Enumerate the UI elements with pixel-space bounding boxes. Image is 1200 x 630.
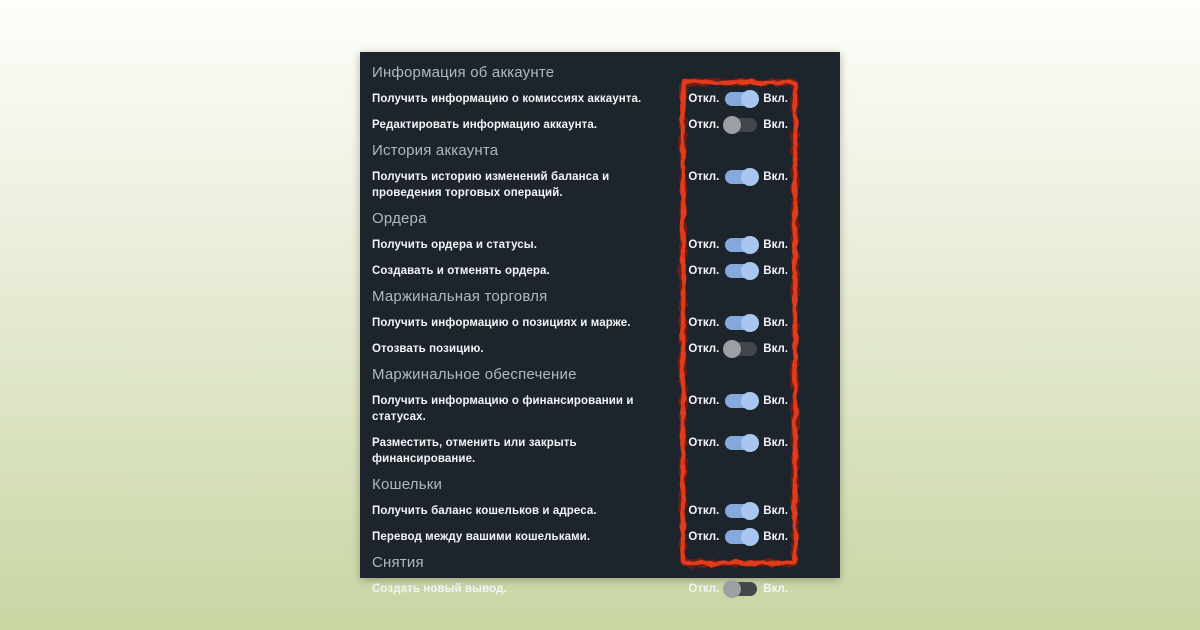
toggle-knob [723,340,741,358]
section-header: Снятия [372,554,424,571]
toggle-off-label: Откл. [688,171,720,183]
permission-section [372,472,840,550]
permission-label: Получить историю изменений баланса и проведения торговых операций. [372,171,610,199]
section-header: Информация об аккаунте [372,64,555,81]
toggle-group [688,581,788,597]
permission-row [372,498,840,524]
permission-label: Получить ордера и статусы. [372,239,537,251]
toggle-group [688,393,788,409]
toggle-switch-off[interactable] [725,582,757,596]
permission-row [372,388,840,430]
toggle-off-label: Откл. [688,395,720,407]
permission-row [372,576,840,602]
toggle-group [688,169,788,185]
toggle-knob [741,502,759,520]
toggle-knob [723,580,741,598]
permission-row [372,310,840,336]
toggle-switch-on[interactable] [725,238,757,252]
toggle-off-label: Откл. [688,437,720,449]
permission-row [372,164,840,206]
toggle-on-label: Вкл. [763,395,788,407]
permission-section [372,284,840,362]
permission-row [372,112,840,138]
permission-section [372,60,840,138]
toggle-on-label: Вкл. [763,437,788,449]
toggle-on-label: Вкл. [763,265,788,277]
permission-label: Получить информацию о финансировании и статусах. [372,395,634,423]
toggle-knob [741,392,759,410]
toggle-group [688,237,788,253]
toggle-knob [723,116,741,134]
toggle-on-label: Вкл. [763,531,788,543]
permission-label: Получить баланс кошельков и адреса. [372,505,597,517]
section-header: Маржинальная торговля [372,288,548,305]
permission-label: Создать новый вывод. [372,583,507,595]
toggle-knob [741,236,759,254]
toggle-off-label: Откл. [688,505,720,517]
toggle-group [688,91,788,107]
toggle-off-label: Откл. [688,531,720,543]
permission-label: Получить информацию о позициях и марже. [372,317,631,329]
permission-label: Редактировать информацию аккаунта. [372,119,598,131]
section-header: Маржинальное обеспечение [372,366,577,383]
toggle-on-label: Вкл. [763,93,788,105]
permission-row [372,336,840,362]
toggle-off-label: Откл. [688,583,720,595]
toggle-group [688,435,788,451]
toggle-knob [741,434,759,452]
toggle-on-label: Вкл. [763,505,788,517]
toggle-off-label: Откл. [688,317,720,329]
toggle-off-label: Откл. [688,265,720,277]
permission-label: Перевод между вашими кошельками. [372,531,591,543]
permission-row [372,524,840,550]
toggle-knob [741,528,759,546]
toggle-switch-on[interactable] [725,530,757,544]
toggle-group [688,529,788,545]
permissions-list [372,60,840,602]
toggle-knob [741,314,759,332]
permission-row [372,86,840,112]
toggle-switch-off[interactable] [725,342,757,356]
toggle-on-label: Вкл. [763,171,788,183]
permission-section [372,206,840,284]
permission-label: Разместить, отменить или закрыть финансирование. [372,437,577,465]
permission-section [372,138,840,206]
toggle-switch-off[interactable] [725,118,757,132]
toggle-switch-on[interactable] [725,92,757,106]
permission-label: Создавать и отменять ордера. [372,265,550,277]
permission-section [372,550,840,602]
toggle-group [688,315,788,331]
section-header: История аккаунта [372,142,499,159]
permission-row [372,430,840,472]
toggle-off-label: Откл. [688,343,720,355]
toggle-group [688,263,788,279]
toggle-on-label: Вкл. [763,119,788,131]
section-header: Кошельки [372,476,443,493]
toggle-on-label: Вкл. [763,343,788,355]
toggle-group [688,341,788,357]
permission-section [372,362,840,472]
toggle-off-label: Откл. [688,239,720,251]
permission-label: Получить информацию о комиссиях аккаунта. [372,93,642,105]
toggle-knob [741,168,759,186]
permission-label: Отозвать позицию. [372,343,484,355]
toggle-knob [741,262,759,280]
toggle-switch-on[interactable] [725,170,757,184]
toggle-on-label: Вкл. [763,317,788,329]
toggle-off-label: Откл. [688,119,720,131]
toggle-switch-on[interactable] [725,264,757,278]
toggle-on-label: Вкл. [763,583,788,595]
section-header: Ордера [372,210,427,227]
permission-row [372,258,840,284]
toggle-on-label: Вкл. [763,239,788,251]
toggle-switch-on[interactable] [725,504,757,518]
toggle-switch-on[interactable] [725,436,757,450]
toggle-off-label: Откл. [688,93,720,105]
toggle-knob [741,90,759,108]
toggle-switch-on[interactable] [725,316,757,330]
api-permissions-panel [360,52,840,595]
permission-row [372,232,840,258]
toggle-switch-on[interactable] [725,394,757,408]
toggle-group [688,117,788,133]
toggle-group [688,503,788,519]
